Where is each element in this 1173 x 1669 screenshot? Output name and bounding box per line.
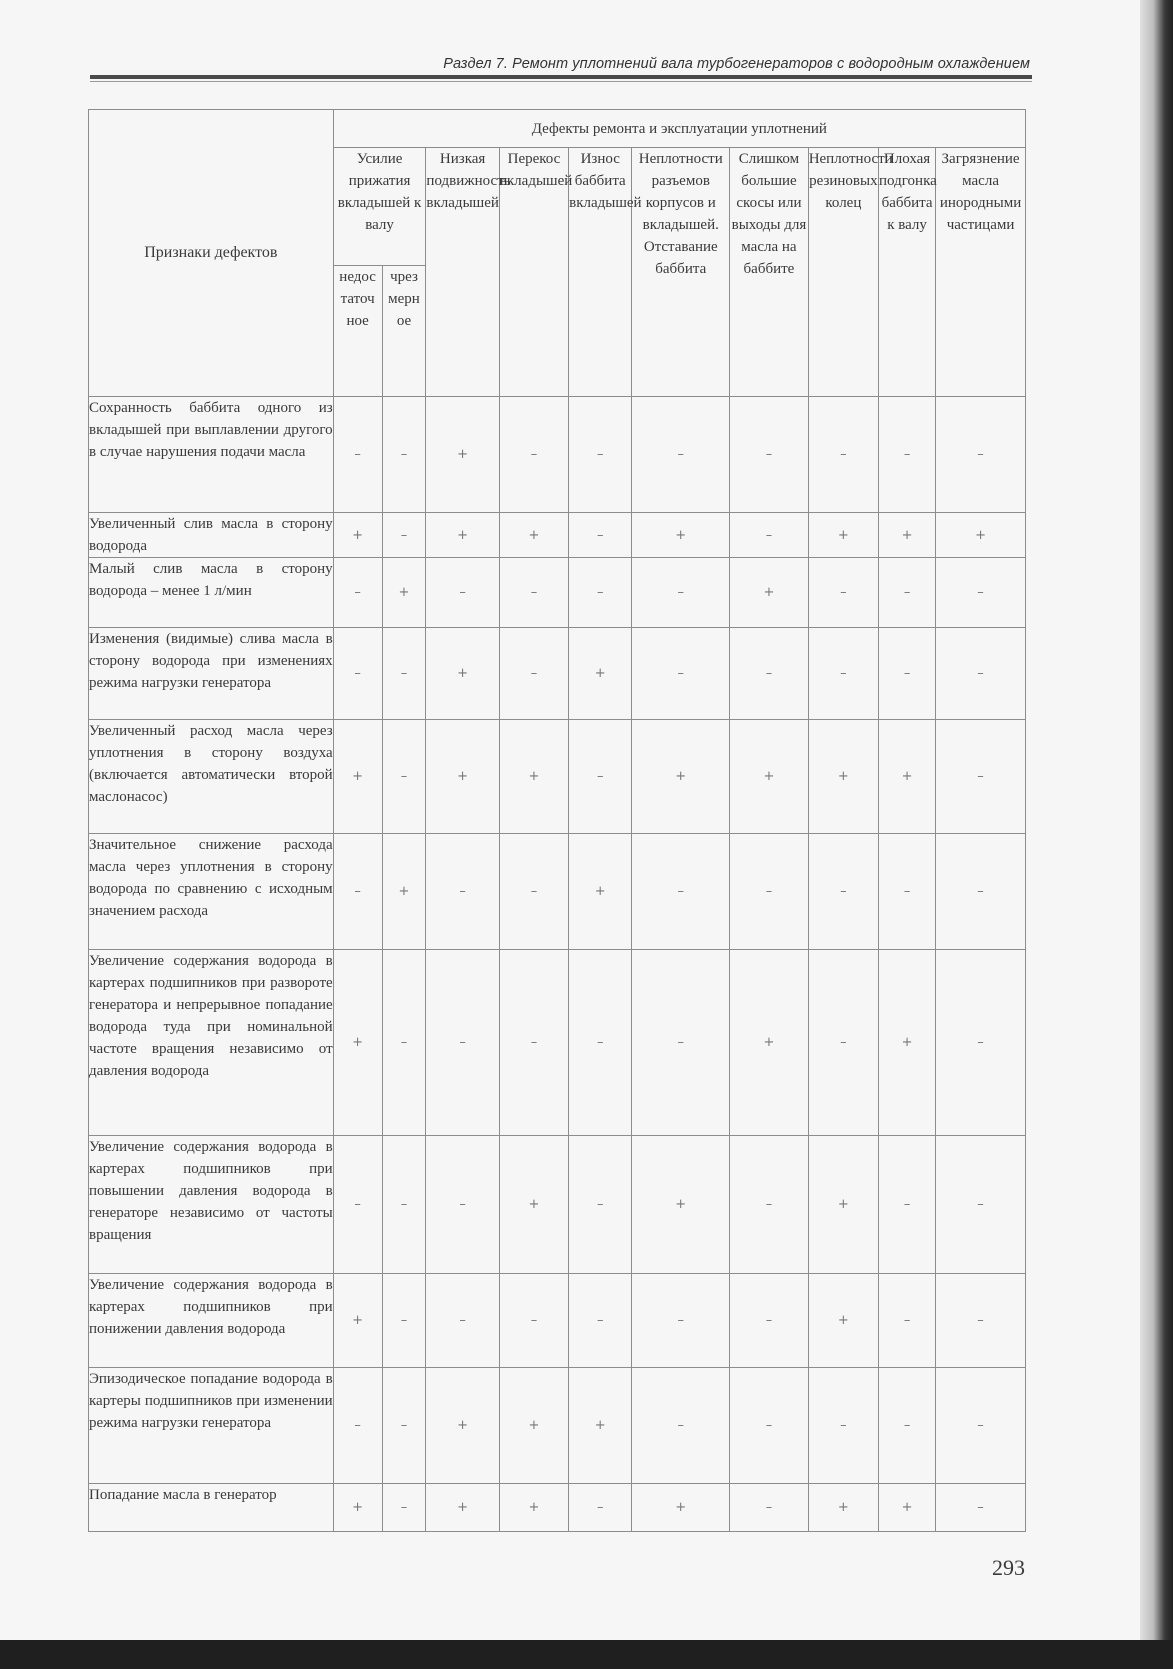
defect-sign-cell: Значительное снижение расхода масла через уплотнения в сторону водорода по сравнению с исходным значением расхода [89,834,334,950]
mark-cell: – [879,1368,936,1484]
mark-cell: – [936,558,1026,628]
mark-cell: – [632,950,730,1136]
defect-sign-cell: Увеличение содержания водорода в картерах подшипников при развороте генератора и непрерывное попадание водорода туда при номинальной частоте вращения независимо от давления водорода [89,950,334,1136]
mark-cell: – [879,558,936,628]
mark-cell: – [730,834,809,950]
mark-cell: – [569,397,632,513]
header-rule-thin [90,81,1032,82]
mark-cell: – [730,1368,809,1484]
col-header-low-mobility: Низкая подвижность вкладышей [426,148,499,397]
defect-sign-cell: Эпизодическое попадание водорода в картеры подшипников при изменении режима нагрузки генератора [89,1368,334,1484]
mark-cell: + [333,720,382,834]
table-row [89,1274,1026,1368]
col-header-leak-joints: Неплотности разъемов корпусов и вкладышей. Отставание баббита [632,148,730,397]
table-row [89,397,1026,513]
defect-sign-cell: Малый слив масла в сторону водорода – менее 1 л/мин [89,558,334,628]
mark-cell: – [936,1136,1026,1274]
mark-cell: + [426,1368,499,1484]
mark-cell: – [333,834,382,950]
running-header: Раздел 7. Ремонт уплотнений вала турбогенераторов с водородным охлаждением [443,56,1030,72]
mark-cell: + [382,558,426,628]
mark-cell: – [499,397,568,513]
table-row [89,834,1026,950]
mark-cell: – [499,834,568,950]
mark-cell: – [879,1274,936,1368]
mark-cell: + [879,1484,936,1532]
mark-cell: – [632,1368,730,1484]
mark-cell: + [426,397,499,513]
mark-cell: – [936,1368,1026,1484]
mark-cell: – [426,834,499,950]
mark-cell: – [499,628,568,720]
mark-cell: + [499,1484,568,1532]
mark-cell: – [808,397,878,513]
mark-cell: + [499,1136,568,1274]
table-row [89,513,1026,558]
mark-cell: – [569,1484,632,1532]
mark-cell: + [730,720,809,834]
mark-cell: – [382,1274,426,1368]
mark-cell: – [879,628,936,720]
defect-sign-cell: Увеличенный расход масла через уплотнения в сторону воздуха (включается автоматически второй маслонасос) [89,720,334,834]
mark-cell: + [382,834,426,950]
mark-cell: – [632,1274,730,1368]
mark-cell: + [632,1136,730,1274]
mark-cell: – [808,628,878,720]
mark-cell: – [426,950,499,1136]
mark-cell: + [632,1484,730,1532]
mark-cell: + [879,720,936,834]
header-rule [90,75,1032,79]
mark-cell: – [730,628,809,720]
col-header-wear: Износ баббита вкладышей [569,148,632,397]
mark-cell: + [879,950,936,1136]
mark-cell: – [808,834,878,950]
col-header-force: Усилие прижатия вкладышей к валу [333,148,426,266]
mark-cell: – [569,1274,632,1368]
mark-cell: + [426,513,499,558]
mark-cell: – [632,397,730,513]
defect-sign-cell: Попадание масла в генератор [89,1484,334,1532]
mark-cell: – [632,558,730,628]
defect-sign-cell: Сохранность баббита одного из вкладышей при выплавлении другого в случае нарушения подачи масла [89,397,334,513]
col-header-fit: Плохая подгонка баббита к валу [879,148,936,397]
signs-column-header: Признаки дефектов [89,110,334,397]
col-header-contamination: Загрязнение масла инородными частицами [936,148,1026,397]
mark-cell: – [382,628,426,720]
mark-cell: – [936,397,1026,513]
mark-cell: – [569,720,632,834]
mark-cell: – [936,1484,1026,1532]
mark-cell: + [333,513,382,558]
mark-cell: – [382,513,426,558]
table-row [89,720,1026,834]
mark-cell: + [808,1136,878,1274]
mark-cell: + [730,950,809,1136]
mark-cell: + [808,1484,878,1532]
mark-cell: – [333,628,382,720]
mark-cell: + [730,558,809,628]
mark-cell: + [569,834,632,950]
mark-cell: + [569,628,632,720]
mark-cell: + [879,513,936,558]
mark-cell: – [382,1368,426,1484]
mark-cell: + [499,1368,568,1484]
mark-cell: + [499,720,568,834]
mark-cell: – [879,1136,936,1274]
mark-cell: – [730,1484,809,1532]
defects-table-body [89,397,1026,1532]
defect-sign-cell: Увеличение содержания водорода в картерах подшипников при понижении давления водорода [89,1274,334,1368]
defects-group-header: Дефекты ремонта и эксплуатации уплотнений [333,110,1025,148]
mark-cell: – [333,1136,382,1274]
defect-sign-cell: Изменения (видимые) слива масла в сторону водорода при изменениях режима нагрузки генератора [89,628,334,720]
book-gutter [1140,0,1173,1669]
table-row [89,1484,1026,1532]
mark-cell: + [426,720,499,834]
mark-cell: – [499,558,568,628]
mark-cell: – [499,1274,568,1368]
table-row [89,1136,1026,1274]
mark-cell: – [808,1368,878,1484]
table-row [89,628,1026,720]
mark-cell: – [808,558,878,628]
col-header-rubber: Неплотности резиновых колец [808,148,878,397]
mark-cell: – [632,834,730,950]
mark-cell: – [382,1484,426,1532]
page-number: 293 [992,1555,1025,1580]
mark-cell: – [499,950,568,1136]
mark-cell: – [730,513,809,558]
mark-cell: – [382,397,426,513]
mark-cell: – [333,1368,382,1484]
mark-cell: + [808,720,878,834]
mark-cell: – [730,397,809,513]
mark-cell: – [879,834,936,950]
mark-cell: – [426,1136,499,1274]
mark-cell: + [499,513,568,558]
mark-cell: – [730,1274,809,1368]
mark-cell: + [333,1274,382,1368]
table-row [89,950,1026,1136]
mark-cell: – [569,1136,632,1274]
mark-cell: – [936,950,1026,1136]
col-header-force-low: недостаточное [333,266,382,397]
mark-cell: – [632,628,730,720]
mark-cell: + [936,513,1026,558]
mark-cell: – [936,628,1026,720]
scan-bottom-edge [0,1640,1173,1669]
mark-cell: – [382,950,426,1136]
mark-cell: – [936,834,1026,950]
table-row [89,1368,1026,1484]
defect-sign-cell: Увеличение содержания водорода в картерах подшипников при повышении давления водорода в генераторе независимо от частоты вращения [89,1136,334,1274]
mark-cell: – [936,720,1026,834]
mark-cell: – [569,513,632,558]
mark-cell: + [632,720,730,834]
mark-cell: – [569,950,632,1136]
mark-cell: – [382,1136,426,1274]
table-row [89,558,1026,628]
mark-cell: – [333,558,382,628]
mark-cell: + [569,1368,632,1484]
mark-cell: + [426,1484,499,1532]
col-header-skew: Перекос вкладышей [499,148,568,397]
mark-cell: + [632,513,730,558]
mark-cell: – [808,950,878,1136]
mark-cell: + [808,1274,878,1368]
defect-sign-cell: Увеличенный слив масла в сторону водорода [89,513,334,558]
mark-cell: + [426,628,499,720]
mark-cell: – [333,397,382,513]
col-header-chamfers: Слишком большие скосы или выходы для масла на баббите [730,148,809,397]
mark-cell: – [426,1274,499,1368]
mark-cell: + [333,1484,382,1532]
col-header-force-high: чрезмерное [382,266,426,397]
mark-cell: – [879,397,936,513]
mark-cell: – [569,558,632,628]
mark-cell: + [333,950,382,1136]
defects-table [88,109,1026,1532]
mark-cell: + [808,513,878,558]
mark-cell: – [730,1136,809,1274]
mark-cell: – [426,558,499,628]
mark-cell: – [936,1274,1026,1368]
mark-cell: – [382,720,426,834]
